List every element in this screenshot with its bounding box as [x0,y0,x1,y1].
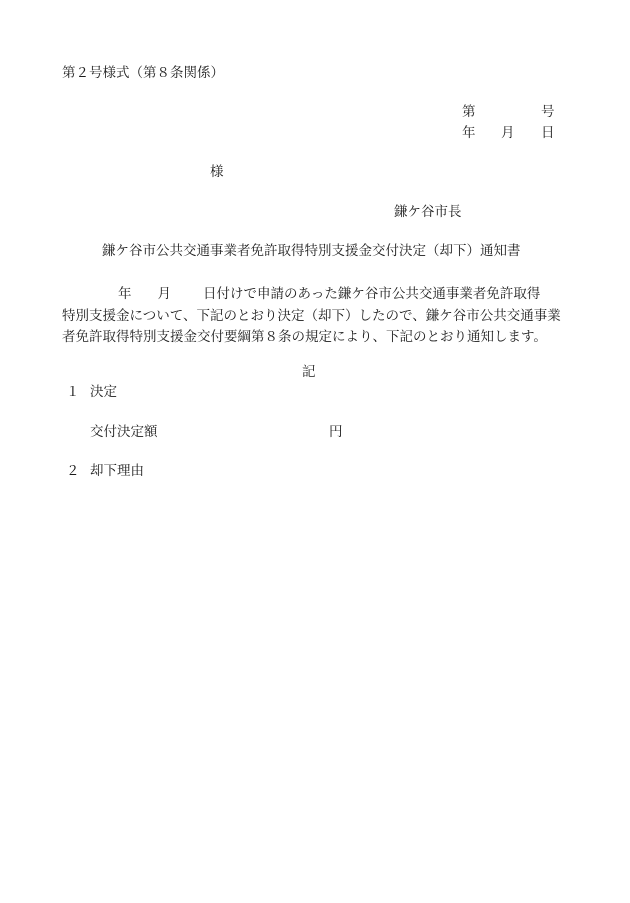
item-2-label: 却下理由 [90,463,144,479]
amount-unit: 円 [329,424,343,440]
addressee-honorific: 様 [210,164,224,180]
item-1-number: １ [66,384,80,400]
date-day: 日 [541,125,555,141]
item-1-label: 決定 [90,384,117,400]
document-title: 鎌ケ谷市公共交通事業者免許取得特別支援金交付決定（却下）通知書 [102,243,521,259]
body-year: 年 [118,286,132,302]
number-suffix: 号 [541,104,555,120]
date-month: 月 [501,125,515,141]
body-line-2: 特別支援金について、下記のとおり決定（却下）したので、鎌ケ谷市公共交通事業 [62,307,561,324]
body-line-1-text: 日付けで申請のあった鎌ケ谷市公共交通事業者免許取得 [203,286,541,302]
sender-name: 鎌ケ谷市長 [394,204,462,220]
body-line-1 [62,284,554,306]
amount-label: 交付決定額 [90,424,158,440]
number-prefix: 第 [462,104,476,120]
body-paragraph [62,284,561,349]
form-label: 第２号様式（第８条関係） [62,65,224,81]
ki-heading: 記 [302,364,316,380]
body-line-3: 者免許取得特別支援金交付要綱第８条の規定により、下記のとおり通知します。 [62,329,547,345]
item-2-number: ２ [66,463,80,479]
date-year: 年 [462,125,476,141]
body-month: 月 [157,286,171,302]
